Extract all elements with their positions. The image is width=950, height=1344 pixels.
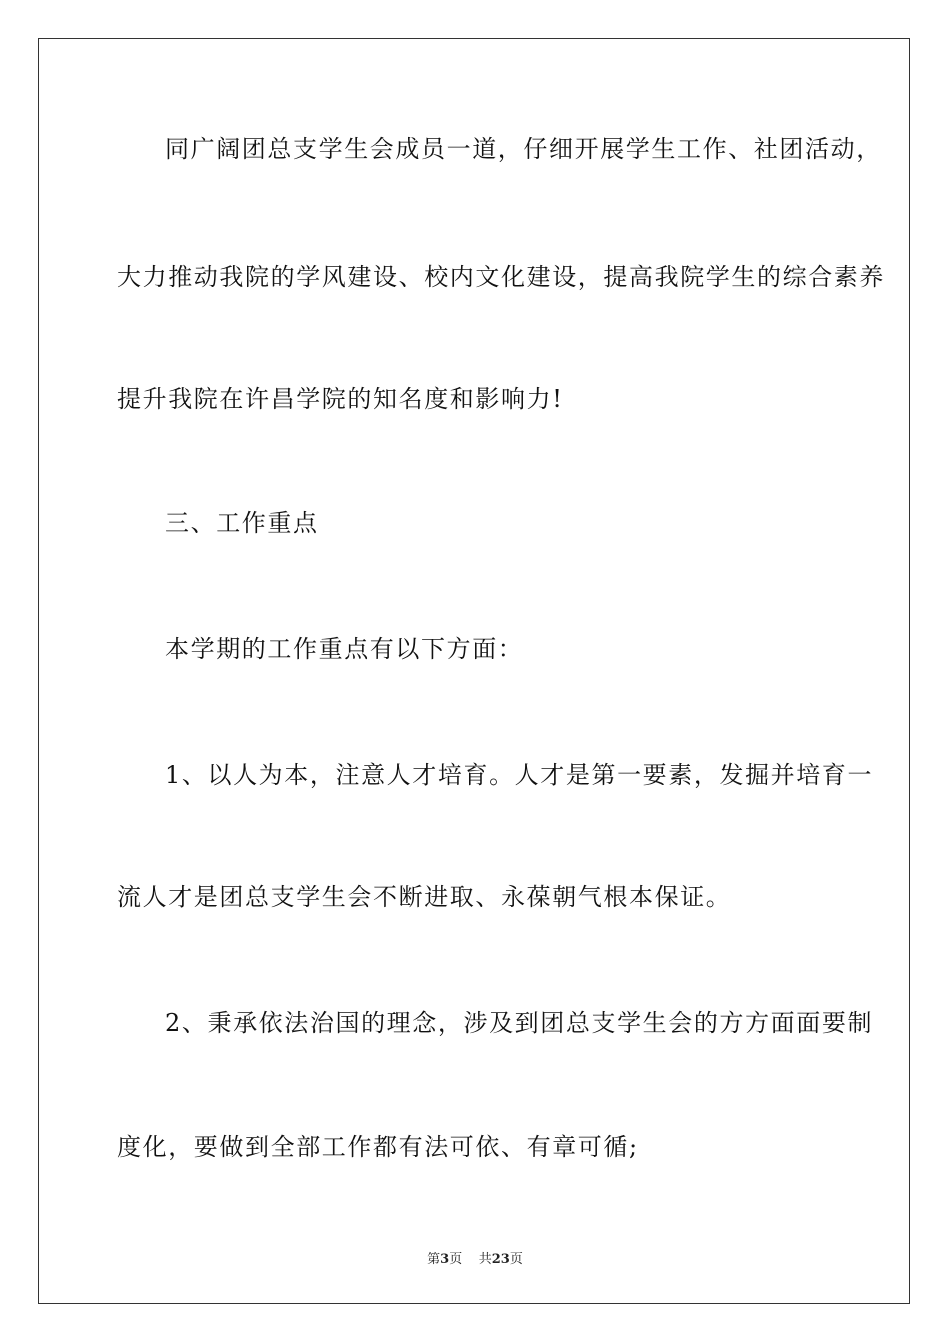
list-item-2-line-1: 2、秉承依法治国的理念，涉及到团总支学生会的方方面面要制	[165, 1009, 874, 1037]
footer-page-prefix: 第	[427, 1252, 441, 1267]
section-heading: 三、工作重点	[165, 509, 319, 537]
paragraph-line-3: 提升我院在许昌学院的知名度和影响力!	[117, 385, 564, 413]
list-item-1-line-1: 1、以人为本，注意人才培育。人才是第一要素，发掘并培育一	[165, 761, 874, 789]
paragraph-line-2: 大力推动我院的学风建设、校内文化建设，提高我院学生的综合素养	[117, 263, 885, 291]
list-item-1-line-2: 流人才是团总支学生会不断进取、永葆朝气根本保证。	[117, 883, 732, 911]
footer-page-suffix: 页	[449, 1252, 463, 1267]
footer-page-number: 3	[440, 1252, 450, 1267]
footer-total-prefix: 共	[478, 1252, 492, 1267]
footer-total-suffix: 页	[509, 1252, 523, 1267]
footer-total-pages: 23	[491, 1252, 510, 1267]
page-footer	[0, 1248, 950, 1267]
paragraph-line-5: 本学期的工作重点有以下方面：	[165, 635, 524, 663]
page-frame	[38, 38, 910, 1304]
paragraph-line-1: 同广阔团总支学生会成员一道，仔细开展学生工作、社团活动，	[165, 135, 882, 163]
list-item-2-line-2: 度化，要做到全部工作都有法可依、有章可循;	[117, 1133, 639, 1161]
